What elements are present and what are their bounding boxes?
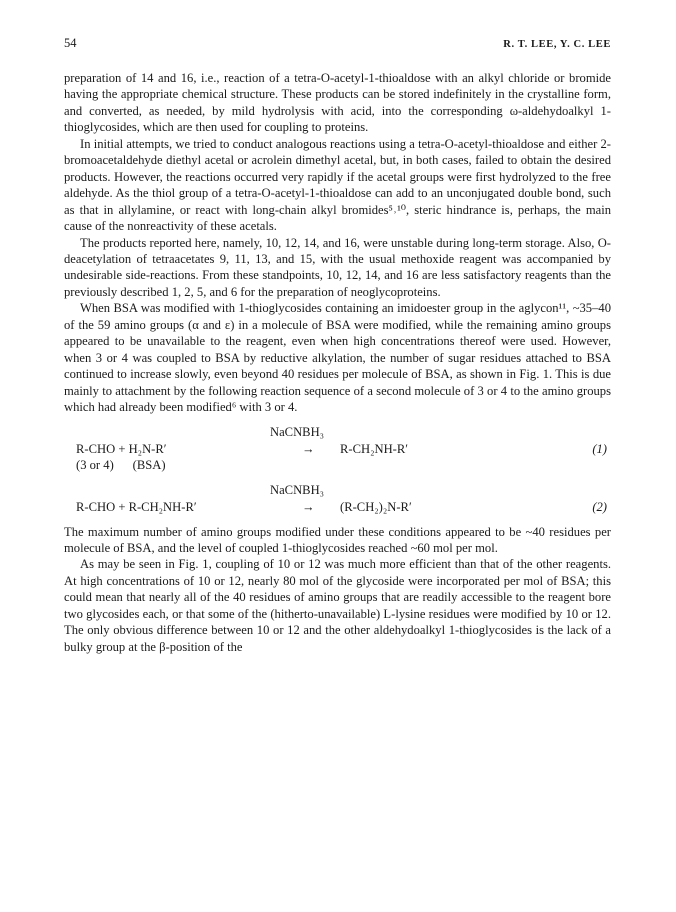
page-header [64, 36, 611, 58]
paragraph-maximum-number: The maximum number of amino groups modified under these conditions appeared to be ~40 residues per molecule of BSA, and the level of coupled 1-thioglycosides reached ~60 mol per mol. [64, 524, 611, 555]
running-head: R. T. LEE, Y. C. LEE [503, 39, 611, 50]
equation-2-arrow: → [302, 499, 315, 514]
equation-1-reagent: NaCNBH₃ [270, 424, 325, 439]
equation-2-reagent: NaCNBH₃ [270, 482, 325, 497]
equation-2 [64, 482, 611, 520]
page-number: 54 [64, 36, 77, 50]
paragraph-continued: preparation of 14 and 16, i.e., reaction of a tetra-O-acetyl-1-thioaldose with an alkyl chloride or bromide having the appropriate chemical structure. These products can be stored indefinitely in the crystalline form, and converted, as needed, by mild hydrolysis with acid, into the corresponding ω-aldehydoalkyl 1-thioglycosides, which are then used for coupling to proteins. [64, 71, 611, 135]
equation-1-right: R-CH₂NH-R′ [340, 441, 409, 456]
equation-2-number: (2) [592, 499, 607, 514]
page [64, 36, 611, 655]
equation-1-left-sub: (3 or 4) (BSA) [76, 457, 166, 472]
equation-1-left: R-CHO + H₂N-R′ [76, 441, 167, 456]
equation-1-number: (1) [592, 441, 607, 456]
paragraph-bsa-modification: When BSA was modified with 1-thioglycosides containing an imidoester group in the aglycon¹¹, ~35–40 of the 59 amino groups (α and ε) in a molecule of BSA were modified, while the remaining amino groups appeared to be unavailable to the reagent, even when high concentrations thereof were used. However, when 3 or 4 was coupled to BSA by reductive alkylation, the number of sugar residues attached to BSA continued to increase slowly, even beyond 40 residues per molecule of BSA, as shown in Fig. 1. This is due mainly to attachment by the following reaction sequence of a second molecule of 3 or 4 to the amino groups which had already been modified⁶ with 3 or 4. [64, 301, 611, 415]
equation-1 [64, 424, 611, 476]
paragraph-fig1-coupling: As may be seen in Fig. 1, coupling of 10 or 12 was much more efficient than that of the other reagents. At high concentrations of 10 or 12, nearly 80 mol of the glycoside were incorporated per mol of BSA; this could mean that nearly all of the 40 residues of amino groups that are readily accessible to the reagent bore two glycosides each, or that some of the (hitherto-unavailable) L-lysine residues were modified by 10 or 12. The only obvious difference between 10 or 12 and the other aldehydoalkyl 1-thioglycosides is the lack of a bulky group at the β-position of the [64, 557, 611, 654]
paragraph-initial-attempts: In initial attempts, we tried to conduct analogous reactions using a tetra-O-acetyl-thioaldose and either 2-bromoacetaldehyde diethyl acetal or acrolein dimethyl acetal, but, in both cases, failed to obtain the desired products. However, the reactions occurred very rapidly if the acetal groups were first hydrolyzed to the free aldehyde. As the thiol group of a tetra-O-acetyl-1-thioaldose can add to an unconjugated double bond, such as that in allylamine, or react with long-chain alkyl bromides⁵˒¹⁰, steric hindrance is, perhaps, the main cause of the nonreactivity of these acetals. [64, 136, 611, 234]
paragraph-products-unstable: The products reported here, namely, 10, 12, 14, and 16, were unstable during long-term storage. Also, O-deacetylation of tetraacetates 9, 11, 13, and 15, with the usual methoxide reagent was accompanied by undesirable side-reactions. From these standpoints, 10, 12, 14, and 16 are less satisfactory reagents than the previously described 1, 2, 5, and 6 for the preparation of neoglycoproteins. [64, 235, 611, 299]
equation-2-left: R-CHO + R-CH₂NH-R′ [76, 499, 197, 514]
equation-2-right: (R-CH₂)₂N-R′ [340, 499, 412, 514]
equation-1-arrow: → [302, 441, 315, 456]
